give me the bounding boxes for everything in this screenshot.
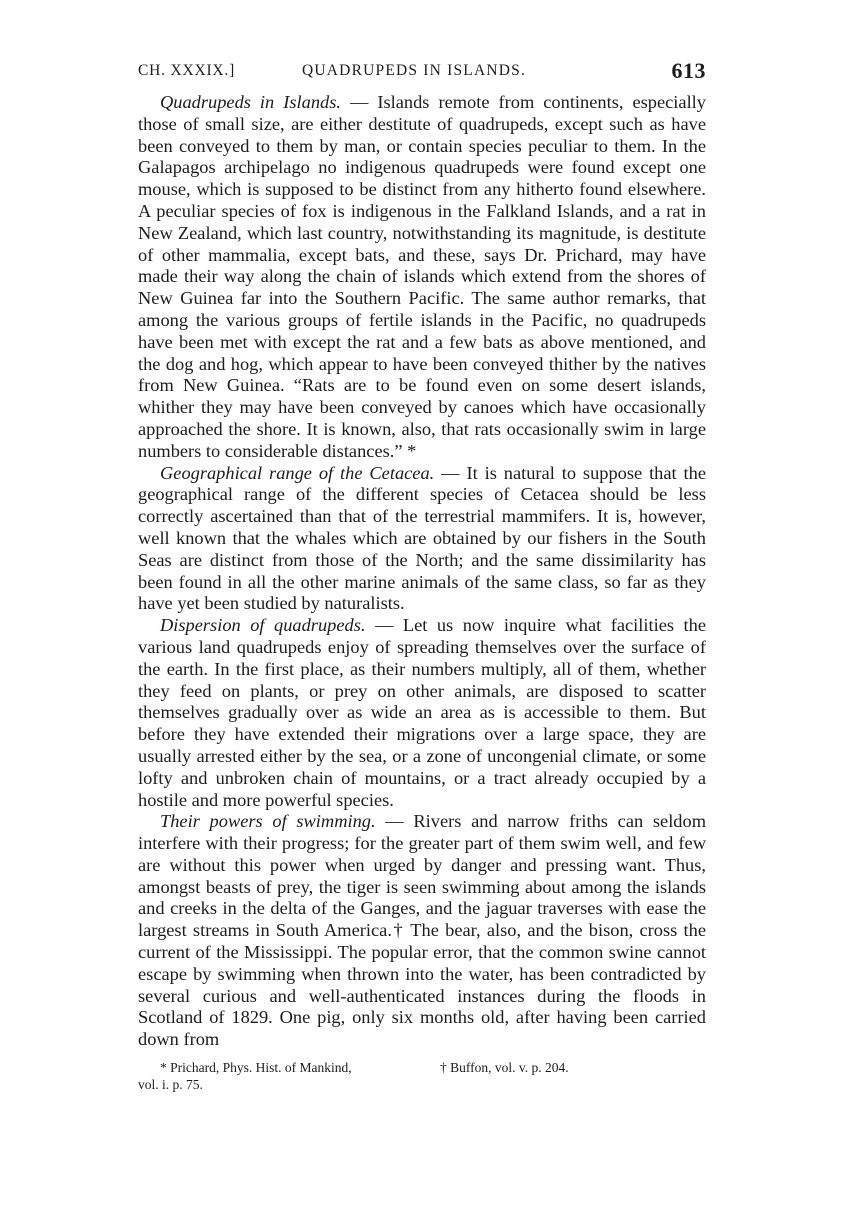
paragraph-text: — Let us now inquire what facilities the various land quadrupeds enjoy of spreading themselves over the surface of the earth. In the first place, as their numbers multiply, all of them, whether they feed on plants, or prey on other animals, are disposed to scatter themselves gradually over as wide an area as is accessible to them. But before they have extended their migrations over a large space, they are usually arrested either by the sea, or a zone of uncongenial climate, or some lofty and unbroken chain of mountains, or a tract already occupied by a hostile and more powerful species. bbox=[138, 615, 706, 810]
footnote-prichard bbox=[138, 1059, 352, 1093]
paragraph-heading: Quadrupeds in Islands. bbox=[160, 92, 341, 112]
footnote-buffon: † Buffon, vol. v. p. 204. bbox=[440, 1060, 569, 1076]
page-header bbox=[138, 58, 706, 88]
chapter-reference: CH. XXXIX.] bbox=[138, 62, 236, 79]
footnote-prichard-line2: vol. i. p. 75. bbox=[138, 1077, 203, 1093]
body-text bbox=[138, 92, 706, 1051]
page-number: 613 bbox=[671, 58, 706, 83]
paragraph-cetacea-range bbox=[138, 463, 706, 616]
footnote-prichard-line1: * Prichard, Phys. Hist. of Mankind, bbox=[160, 1060, 352, 1076]
book-page bbox=[138, 58, 706, 1099]
paragraph-heading: Dispersion of quadrupeds. bbox=[160, 615, 366, 636]
paragraph-powers-of-swimming bbox=[138, 811, 706, 1051]
footnotes bbox=[138, 1059, 706, 1099]
paragraph-heading: Their powers of swimming. bbox=[160, 811, 376, 832]
paragraph-quadrupeds-in-islands bbox=[138, 92, 706, 463]
paragraph-dispersion-of-quadrupeds bbox=[138, 615, 706, 811]
paragraph-text: — Islands remote from continents, especially those of small size, are either destitute of quadrupeds, except such as have been conveyed to them by man, or contain species peculiar to them. In the Galapagos archipelago no indigenous quadrupeds were found except one mouse, which is supposed to be distinct from any hitherto found elsewhere. A peculiar species of fox is indigenous in the Falkland Islands, and a rat in New Zealand, which last country, notwithstanding its magnitude, is destitute of other mammalia, except bats, and these, says Dr. Prichard, may have made their way along the chain of islands which extend from the shores of New Guinea far into the Southern Pacific. The same author remarks, that among the various groups of fertile islands in the Pacific, no quadrupeds have been met with except the rat and a few bats as above mentioned, and the dog and hog, which appear to have been conveyed thither by the natives from New Guinea. “Rats are to be found even on some desert islands, whither they may have been conveyed by canoes which have occasionally approached the shore. It is known, also, that rats occasionally swim in large numbers to considerable distances.” * bbox=[138, 92, 706, 461]
paragraph-text: — It is natural to suppose that the geographical range of the different species of Cetacea should be less correctly ascertained than that of the terrestrial mammifers. It is, however, well known that the whales which are obtained by our fishers in the South Seas are distinct from those of the North; and the same dissimilarity has been found in all the other marine animals of the same class, so far as they have yet been studied by naturalists. bbox=[138, 462, 707, 614]
paragraph-heading: Geographical range of the Cetacea. bbox=[160, 462, 435, 483]
paragraph-text: — Rivers and narrow friths can seldom interfere with their progress; for the greater part of them swim well, and few are without this power when urged by danger and pressing want. Thus, amongst beasts of prey, the tiger is seen swimming about among the islands and creeks in the delta of the Ganges, and the jaguar traverses with ease the largest streams in South America.† The bear, also, and the bison, cross the current of the Mississippi. The popular error, that the common swine cannot escape by swimming when thrown into the water, has been contradicted by several curious and well-authenticated instances during the floods in Scotland of 1829. One pig, only six months old, after having been carried down from bbox=[138, 811, 706, 1050]
running-title: QUADRUPEDS IN ISLANDS. bbox=[302, 62, 527, 79]
